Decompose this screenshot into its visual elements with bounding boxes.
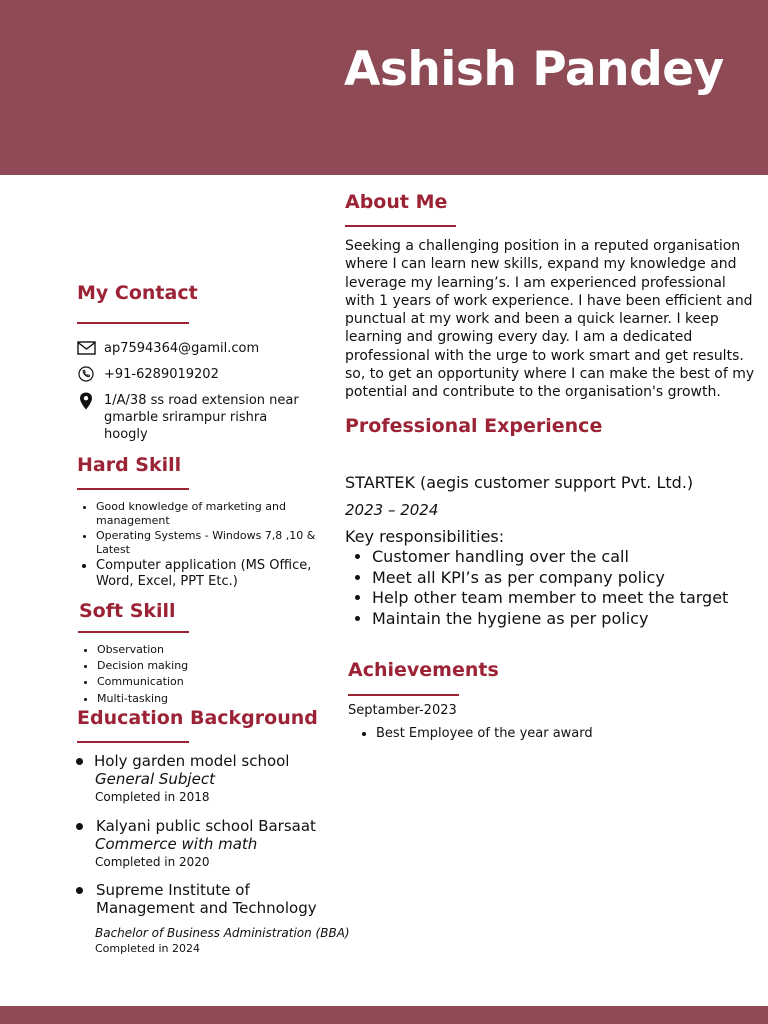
contact-phone[interactable]: +91-6289019202: [104, 367, 219, 382]
achievements-rule: [348, 694, 459, 696]
education-school: Supreme Institute of Management and Technology: [96, 881, 317, 917]
soft-skill-list: [77, 642, 277, 707]
experience-title: Professional Experience: [345, 415, 603, 437]
education-entry: [76, 817, 356, 870]
contact-address: 1/A/38 ss road extension near gmarble srirampur rishra hoogly: [104, 393, 299, 442]
education-title: Education Background: [77, 707, 318, 729]
achievement-date: Septamber-2023: [348, 703, 457, 718]
responsibility-item: • Customer handling over the call: [372, 547, 728, 568]
responsibility-item: • Meet all KPI’s as per company policy: [372, 568, 728, 589]
responsibility-item: • Help other team member to meet the target: [372, 588, 728, 609]
footer-band: [0, 1006, 768, 1024]
contact-email-row: [76, 340, 259, 357]
soft-skill-item: • Multi-tasking: [97, 691, 277, 706]
contact-rule: [77, 322, 189, 324]
education-rule: [77, 741, 189, 743]
contact-title: My Contact: [77, 282, 198, 304]
contact-address-row: [76, 392, 316, 443]
mail-icon: [76, 340, 96, 356]
achievements-title: Achievements: [348, 659, 499, 681]
soft-skill-item: • Observation: [97, 642, 277, 657]
education-completed: Completed in 2018: [95, 790, 210, 804]
education-completed: Completed in 2020: [95, 855, 210, 869]
about-title: About Me: [345, 191, 448, 213]
soft-skill-item: • Communication: [97, 674, 277, 689]
resume-name: Ashish Pandey: [344, 42, 724, 97]
soft-skill-item: • Decision making: [97, 658, 277, 673]
hard-skill-title: Hard Skill: [77, 454, 182, 476]
about-text: Seeking a challenging position in a reputed organisation where I can learn new skills, expand my knowledge and leverage my learning’s. I am experienced professional with 1 years of work experience. I have been efficient and punctual at my work and been a quick learner. I keep learning and growing every day. I am a dedicated professional with the urge to work smart and get results. so, to get an opportunity where I can make the best of my potential and contribute to the organisation's growth.: [345, 238, 755, 401]
hard-skill-item: • Good knowledge of marketing and management: [96, 500, 326, 528]
location-pin-icon: [76, 392, 96, 410]
hard-skill-item: • Computer application (MS Office, Word, Excel, PPT Etc.): [96, 558, 326, 590]
soft-skill-rule: [78, 631, 189, 633]
education-entry: [76, 881, 351, 957]
education-school: Holy garden model school: [94, 752, 290, 770]
contact-phone-row: [76, 366, 219, 383]
bullet: [76, 887, 83, 894]
responsibilities-label: Key responsibilities:: [345, 527, 505, 546]
education-school: Kalyani public school Barsaat: [96, 817, 316, 835]
education-completed: Completed in 2024: [95, 942, 201, 955]
phone-icon: [76, 366, 96, 382]
achievement-item: • Best Employee of the year award: [376, 725, 593, 742]
bullet: [76, 758, 83, 765]
education-entry: [76, 752, 356, 805]
bullet: [76, 823, 83, 830]
education-subject: Bachelor of Business Administration (BBA): [95, 926, 350, 940]
soft-skill-title: Soft Skill: [79, 600, 176, 622]
achievements-list: [356, 725, 593, 742]
job-company: STARTEK (aegis customer support Pvt. Ltd.): [345, 473, 694, 492]
about-rule: [345, 225, 456, 227]
hard-skill-rule: [77, 488, 189, 490]
contact-email[interactable]: ap7594364@gamil.com: [104, 341, 260, 356]
hard-skill-item: • Operating Systems - Windows 7,8 ,10 & Latest: [96, 529, 326, 557]
hard-skill-list: [76, 500, 326, 591]
responsibility-item: • Maintain the hygiene as per policy: [372, 609, 728, 630]
job-dates: 2023 – 2024: [345, 501, 439, 519]
education-subject: Commerce with math: [95, 835, 258, 853]
responsibilities-list: [352, 547, 728, 630]
education-subject: General Subject: [95, 770, 215, 788]
